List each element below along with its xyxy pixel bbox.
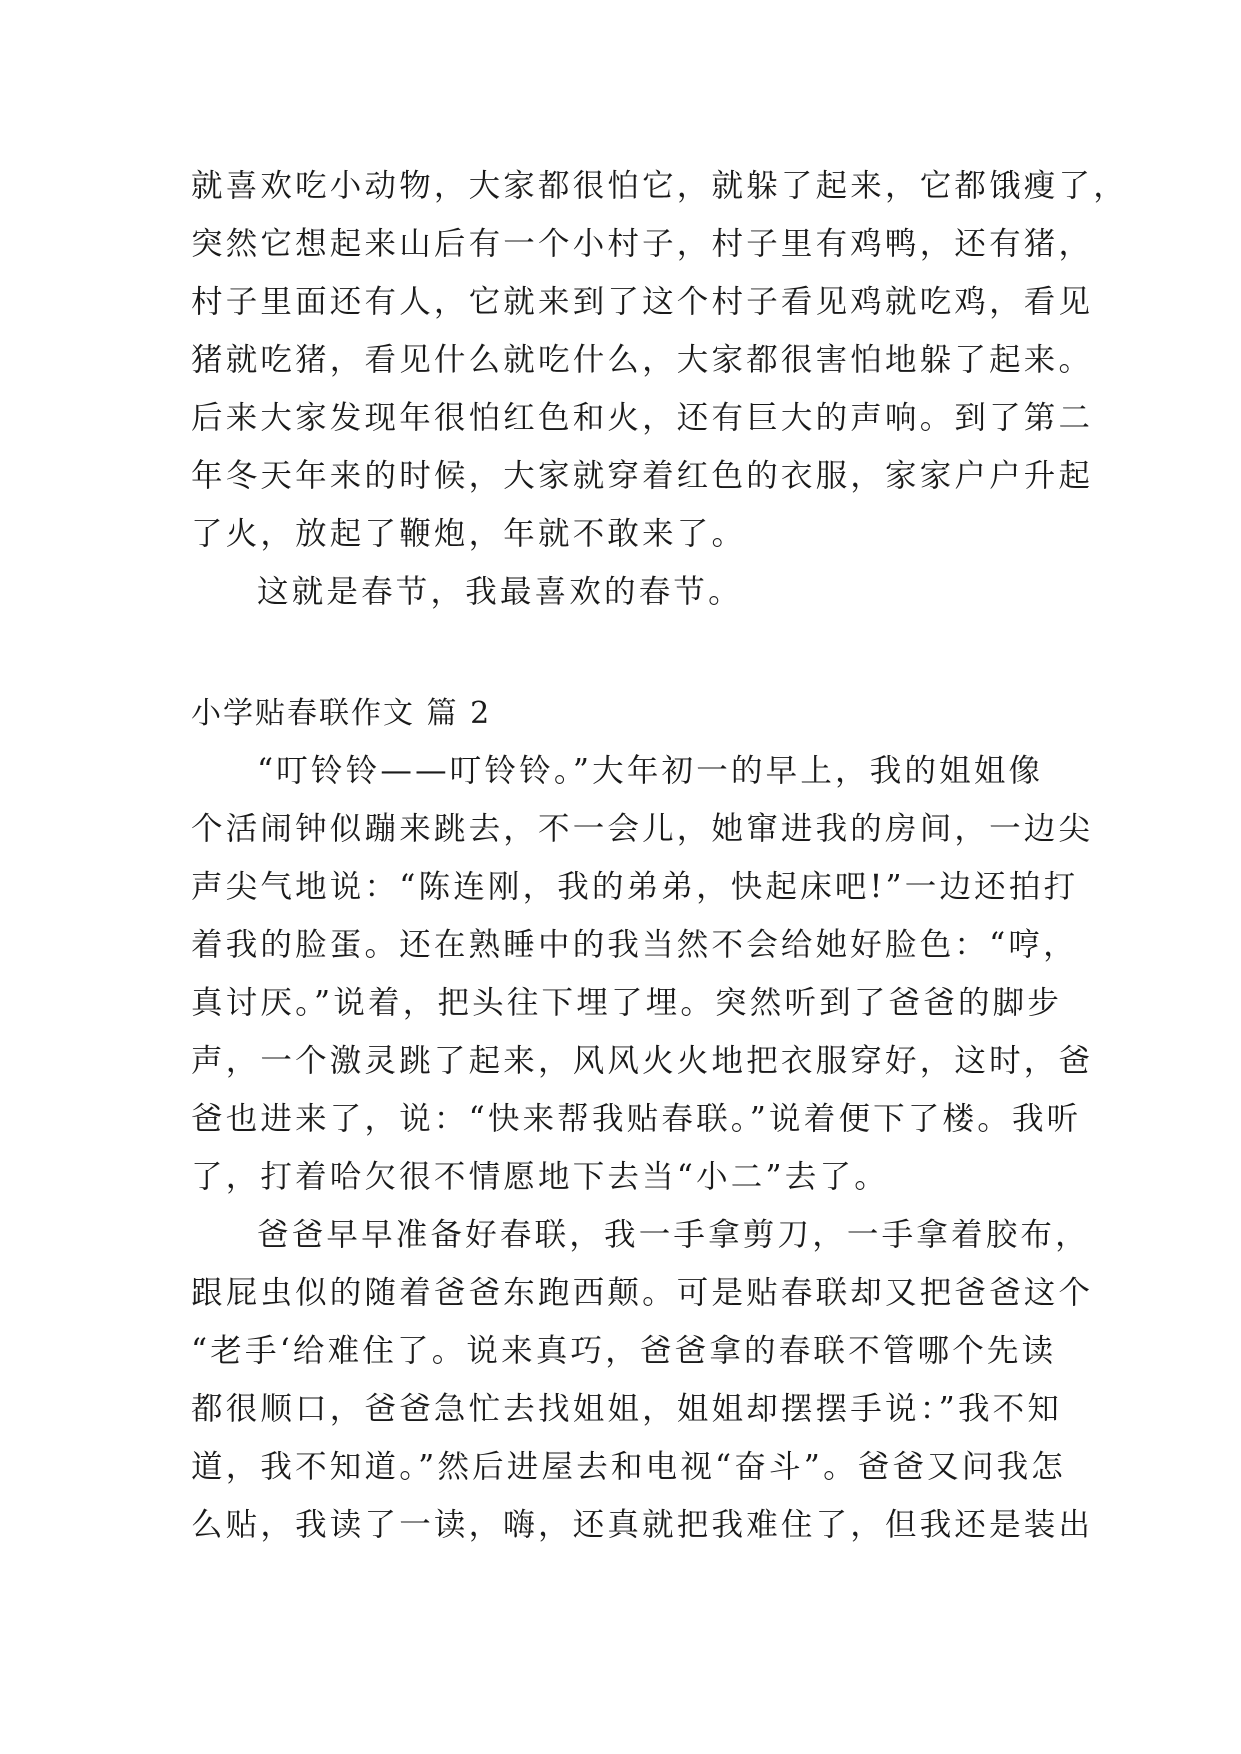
text-line: 了火，放起了鞭炮，年就不敢来了。 bbox=[191, 516, 747, 552]
text-line: 村子里面还有人，它就来到了这个村子看见鸡就吃鸡，看见 bbox=[191, 284, 1094, 320]
text-line: 年冬天年来的时候，大家就穿着红色的衣服，家家户户升起 bbox=[191, 458, 1094, 494]
text-line: 爸也进来了，说：“快来帮我贴春联。”说着便下了楼。我听 bbox=[191, 1101, 1082, 1137]
story-paragraph-1 bbox=[191, 157, 1128, 563]
text-line: 猪就吃猪，看见什么就吃什么，大家都很害怕地躲了起来。 bbox=[191, 342, 1094, 378]
text-line: 着我的脸蛋。还在熟睡中的我当然不会给她好脸色：“哼， bbox=[191, 927, 1078, 963]
text-line: 么贴，我读了一读，嗨，还真就把我难住了，但我还是装出 bbox=[191, 1507, 1094, 1543]
text-line: “叮铃铃——叮铃铃。”大年初一的早上，我的姐姐像 bbox=[257, 753, 1044, 789]
essay-title: 小学贴春联作文 篇 2 bbox=[191, 696, 492, 731]
text-line: 跟屁虫似的随着爸爸东跑西颠。可是贴春联却又把爸爸这个 bbox=[191, 1275, 1094, 1311]
story-paragraph-2 bbox=[191, 563, 1071, 621]
text-line: 声，一个激灵跳了起来，风风火火地把衣服穿好，这时，爸 bbox=[191, 1043, 1094, 1079]
text-line: 个活闹钟似蹦来跳去，不一会儿，她窜进我的房间，一边尖 bbox=[191, 811, 1094, 847]
text-line: 爸爸早早准备好春联，我一手拿剪刀，一手拿着胶布， bbox=[257, 1217, 1090, 1253]
text-line: 后来大家发现年很怕红色和火，还有巨大的声响。到了第二 bbox=[191, 400, 1094, 436]
text-line: 道，我不知道。”然后进屋去和电视“奋斗”。爸爸又问我怎 bbox=[191, 1449, 1066, 1485]
text-line: 了，打着哈欠很不情愿地下去当“小二”去了。 bbox=[191, 1159, 889, 1195]
essay-heading bbox=[191, 685, 1071, 743]
text-line: 突然它想起来山后有一个小村子，村子里有鸡鸭，还有猪， bbox=[191, 226, 1094, 262]
text-line: 就喜欢吃小动物，大家都很怕它，就躲了起来，它都饿瘦了， bbox=[191, 168, 1128, 204]
text-line: 都很顺口，爸爸急忙去找姐姐，姐姐却摆摆手说：”我不知 bbox=[191, 1391, 1063, 1427]
essay-paragraph-2 bbox=[191, 1206, 1094, 1554]
text-line: 真讨厌。”说着，把头往下埋了埋。突然听到了爸爸的脚步 bbox=[191, 985, 1063, 1021]
text-line: 声尖气地说：“陈连刚，我的弟弟，快起床吧!”一边还拍打 bbox=[191, 869, 1079, 905]
text-line: 这就是春节，我最喜欢的春节。 bbox=[257, 574, 743, 610]
text-line: “老手‘给难住了。说来真巧，爸爸拿的春联不管哪个先读 bbox=[191, 1333, 1057, 1369]
essay-paragraph-1 bbox=[191, 742, 1094, 1206]
